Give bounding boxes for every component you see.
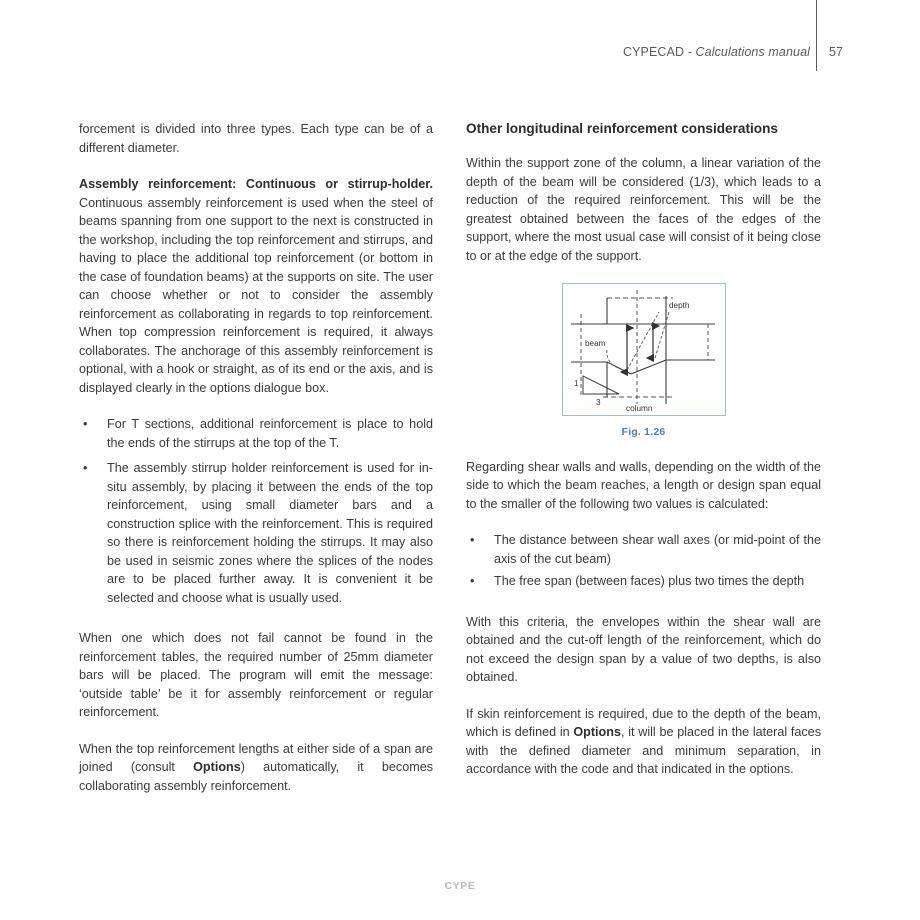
figure-label-slope-horizontal: 3 — [595, 398, 601, 407]
list-item — [79, 415, 433, 452]
section-heading: Other longitudinal reinforcement considerations — [466, 121, 778, 136]
skin-text-pre: If skin reinforcement is required, due to the depth of the beam, which is defined in — [466, 706, 821, 739]
right-column — [466, 120, 821, 797]
header-manual-name: Calculations manual — [695, 45, 810, 59]
joined-text-pre: When the top reinforcement lengths at either side of a span are joined (consult — [79, 741, 433, 774]
paragraph-assembly-reinforcement — [79, 175, 433, 397]
options-emphasis: Options — [193, 760, 241, 774]
list-item-text: The distance between shear wall axes (or mid-point of the axis of the cut beam) — [494, 533, 821, 566]
options-emphasis: Options — [573, 725, 621, 739]
paragraph-support-zone: Within the support zone of the column, a linear variation of the depth of the beam will be considered (1/3), which leads to a reduction of the required reinforcement. This will be the greatest obtained between the faces of the edges of the support, where the most usual case will consist of it being close to or at the edge of the support. — [466, 156, 821, 263]
list-item — [466, 572, 821, 591]
list-item — [466, 531, 821, 568]
right-bullet-list — [466, 531, 821, 591]
list-item-text: The free span (between faces) plus two times the depth — [494, 574, 805, 588]
figure-label-column: column — [625, 404, 652, 413]
joined-text-post: ) automatically, it becomes collaborating assembly reinforcement. — [79, 760, 433, 793]
paragraph-criteria: With this criteria, the envelopes within the shear wall are obtained and the cut-off length of the reinforcement, which do not exceed the design span by a value of two depths, is also obtained. — [466, 614, 821, 684]
paragraph-joined-lengths — [79, 740, 433, 796]
assembly-lead-in-bold: Assembly reinforcement: Continuous or stirrup-holder. — [79, 177, 433, 191]
list-item-text: For T sections, additional reinforcement is place to hold the ends of the stirrups at the top of the T. — [107, 417, 433, 450]
figure-label-slope-vertical: 1 — [573, 379, 579, 388]
page-number: 57 — [829, 45, 843, 59]
figure-label-beam: beam — [584, 339, 605, 348]
bullet-marker-icon: • — [470, 533, 475, 547]
paragraph-skin-reinforcement — [466, 705, 821, 779]
header-product-name: CYPECAD - — [622, 45, 696, 59]
paragraph-shear-walls: Regarding shear walls and walls, depending on the width of the side to which the beam reaches, a length or design span equal to the smaller of the following two values is calculated: — [466, 459, 821, 511]
left-bullet-list — [79, 415, 433, 607]
beam-column-detail-diagram — [563, 284, 725, 415]
bullet-marker-icon: • — [83, 461, 88, 475]
list-item — [79, 459, 433, 607]
skin-text-post: , it will be placed in the lateral faces with the defined diameter and minimum separation, in accordance with the code and that indicated in the options. — [466, 725, 821, 776]
figure-caption: Fig. 1.26 — [621, 426, 666, 438]
header-title — [623, 45, 810, 59]
page-footer — [0, 876, 920, 894]
figure-frame — [562, 283, 726, 416]
footer-brand: CYPE — [444, 880, 476, 892]
figure-label-depth: depth — [668, 301, 689, 310]
bullet-marker-icon: • — [83, 417, 88, 431]
assembly-body-text: Continuous assembly reinforcement is used when the steel of beams spanning from one support to the next is constructed in the workshop, including the top reinforcement and stirrups, and having to place the additional top reinforcement (or bottom in the case of foundation beams) at the supports on site. The user can choose whether or not to consider the assembly reinforcement as collaborating in regards to top reinforcement. When top compression reinforcement is required, it always collaborates. The anchorage of this assembly reinforcement is optional, with a hook or straight, as of its end or the axis, and is displayed clearly in the options dialogue box. — [79, 195, 433, 395]
header-divider-rule — [816, 0, 817, 71]
page-header — [0, 0, 920, 90]
paragraph-continued: forcement is divided into three types. Each type can be of a different diameter. — [79, 122, 433, 155]
list-item-text: The assembly stirrup holder reinforcement is used for in-situ assembly, by placing it between the ends of the top reinforcement, using small diameter bars and a construction splice with the reinforcement. This is required so there is reinforcement holding the stirrups. It may also be used in seismic zones where the splices of the nodes are to be placed further away. It is convenient it be selected and choose what is usually used. — [107, 461, 433, 605]
bullet-marker-icon: • — [470, 574, 475, 588]
paragraph-outside-table: When one which does not fail cannot be found in the reinforcement tables, the required number of 25mm diameter bars will be placed. The program will emit the message: ‘outside table’ be it for assembly reinforcement or regular reinforcement. — [79, 631, 433, 719]
figure-block — [466, 283, 821, 442]
left-column — [79, 120, 433, 813]
